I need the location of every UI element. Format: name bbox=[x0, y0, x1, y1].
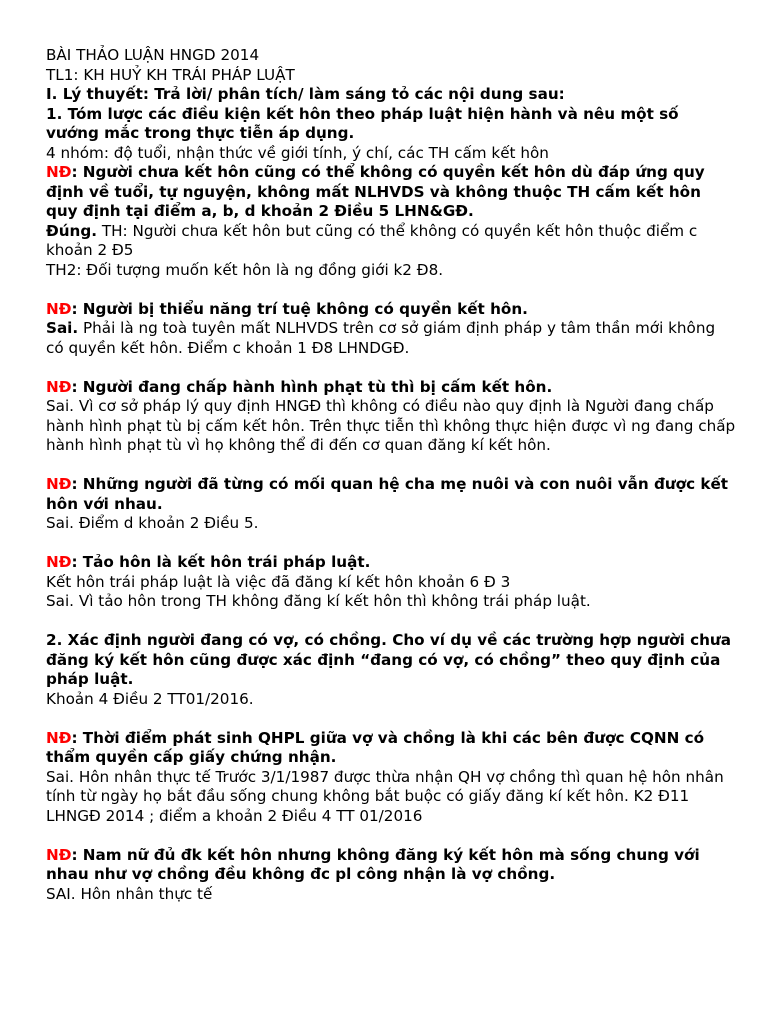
verdict: Đúng. bbox=[46, 221, 97, 240]
statement-3-answer: Sai. Vì cơ sở pháp lý quy định HNGĐ thì không có điều nào quy định là Người đang chấp hành hình phạt tù bị cấm kết hôn. Trên thực tiễn thì không thực hiện được vì ng đang chấp hành hình phạt tù vì họ không thể đi đến cơ quan đăng kí kết hôn. bbox=[46, 397, 736, 454]
topic-line: TL1: KH HUỶ KH TRÁI PHÁP LUẬT bbox=[46, 65, 295, 84]
statement-4-claim: : Những người đã từng có mối quan hệ cha mẹ nuôi và con nuôi vẫn được kết hôn với nhau. bbox=[46, 475, 729, 513]
question-1: 1. Tóm lược các điều kiện kết hôn theo pháp luật hiện hành và nêu một số vướng mắc trong thực tiễn áp dụng. bbox=[46, 104, 679, 142]
statement-3-claim: : Người đang chấp hành hình phạt tù thì bị cấm kết hôn. bbox=[71, 377, 553, 396]
spacer bbox=[46, 456, 736, 476]
answer-2: Khoản 4 Điều 2 TT01/2016. bbox=[46, 689, 254, 708]
statement-2-claim: : Người bị thiểu năng trí tuệ không có quyền kết hôn. bbox=[71, 299, 528, 318]
statement-6-claim: : Thời điểm phát sinh QHPL giữa vợ và chồng là khi các bên được CQNN có thẩm quyền cấp giấy chứng nhận. bbox=[46, 728, 705, 766]
statement-5 bbox=[46, 553, 736, 573]
statement-1-claim: : Người chưa kết hôn cũng có thể không có quyền kết hôn dù đáp ứng quy định về tuổi, tự nguyện, không mất NLHVDS và không thuộc TH cấm kết hôn quy định tại điểm a, b, d khoản 2 Điều 5 LHN&GĐ. bbox=[46, 163, 705, 220]
statement-7-claim: : Nam nữ đủ đk kết hôn nhưng không đăng ký kết hôn mà sống chung với nhau như vợ chồng đều không đc pl công nhận là vợ chồng. bbox=[46, 845, 700, 883]
statement-3 bbox=[46, 378, 736, 398]
spacer bbox=[46, 280, 736, 300]
statement-5-answer-1: Kết hôn trái pháp luật là việc đã đăng kí kết hôn khoản 6 Đ 3 bbox=[46, 572, 511, 591]
nd-label: NĐ bbox=[46, 163, 72, 181]
section-heading: I. Lý thuyết: Trả lời/ phân tích/ làm sáng tỏ các nội dung sau: bbox=[46, 85, 565, 103]
statement-1-answer bbox=[46, 222, 736, 261]
spacer bbox=[46, 709, 736, 729]
spacer bbox=[46, 826, 736, 846]
statement-5-claim: : Tảo hôn là kết hôn trái pháp luật. bbox=[71, 553, 371, 571]
statement-5-answer-2: Sai. Vì tảo hôn trong TH không đăng kí kết hôn thì không trái pháp luật. bbox=[46, 592, 591, 610]
statement-2-answer bbox=[46, 319, 736, 358]
answer-text: TH: Người chưa kết hôn but cũng có thể không có quyền kết hôn thuộc điểm c khoản 2 Đ5 bbox=[46, 221, 698, 259]
nd-label: NĐ bbox=[46, 377, 72, 396]
statement-4-answer: Sai. Điểm d khoản 2 Điều 5. bbox=[46, 514, 259, 532]
nd-label: NĐ bbox=[46, 728, 72, 747]
nd-label: NĐ bbox=[46, 299, 72, 318]
statement-1 bbox=[46, 163, 736, 222]
verdict: Sai. bbox=[46, 319, 79, 337]
statement-4 bbox=[46, 475, 736, 514]
answer-1: 4 nhóm: độ tuổi, nhận thức về giới tính, ý chí, các TH cấm kết hôn bbox=[46, 143, 549, 162]
statement-7-answer: SAI. Hôn nhân thực tế bbox=[46, 884, 213, 903]
question-2: 2. Xác định người đang có vợ, có chồng. Cho ví dụ về các trường hợp người chưa đăng ký kết hôn cũng được xác định “đang có vợ, có chồng” theo quy định của pháp luật. bbox=[46, 631, 731, 688]
nd-label: NĐ bbox=[46, 475, 72, 493]
statement-6 bbox=[46, 729, 736, 768]
spacer bbox=[46, 358, 736, 378]
spacer bbox=[46, 612, 736, 632]
statement-7 bbox=[46, 846, 736, 885]
nd-label: NĐ bbox=[46, 845, 72, 864]
spacer bbox=[46, 534, 736, 554]
nd-label: NĐ bbox=[46, 553, 72, 571]
document-page bbox=[46, 46, 736, 904]
statement-2 bbox=[46, 300, 736, 320]
answer-text: TH2: Đối tượng muốn kết hôn là ng đồng giới k2 Đ8. bbox=[46, 260, 444, 279]
answer-text: Phải là ng toà tuyên mất NLHVDS trên cơ sở giám định pháp y tâm thần mới không có quyền kết hôn. Điểm c khoản 1 Đ8 LHNDGĐ. bbox=[46, 319, 716, 357]
statement-6-answer: Sai. Hôn nhân thực tế Trước 3/1/1987 được thừa nhận QH vợ chồng thì quan hệ hôn nhân tính từ ngày họ bắt đầu sống chung không bắt buộc có giấy đăng kí kết hôn. K2 Đ11 LHNGĐ 2014 ; điểm a khoản 2 Điều 4 TT 01/2016 bbox=[46, 767, 724, 825]
document-title: BÀI THẢO LUẬN HNGD 2014 bbox=[46, 46, 260, 64]
